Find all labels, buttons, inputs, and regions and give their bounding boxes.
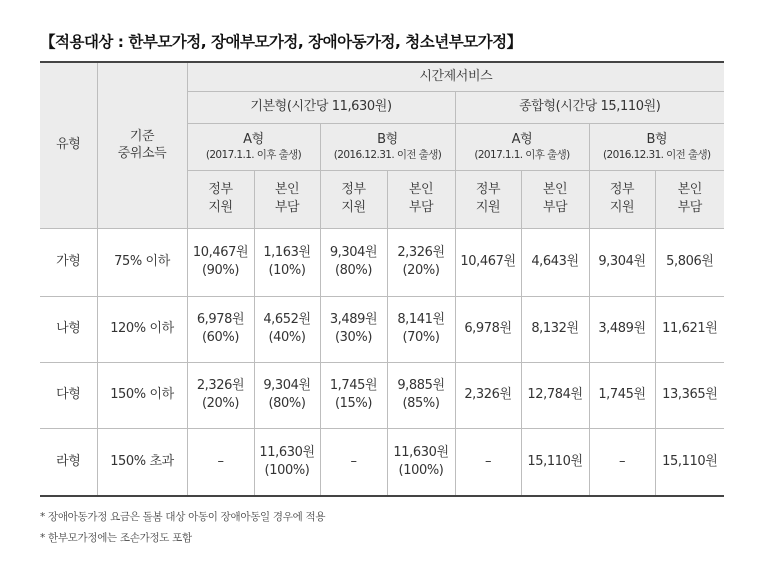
header-self-pay: 본인 부담 (655, 170, 724, 228)
fee-cell: 8,132원 (521, 296, 589, 362)
header-comprehensive: 종합형(시간당 15,110원) (455, 91, 724, 123)
fee-cell: 1,745원 (589, 362, 655, 428)
fee-cell: – (187, 428, 254, 496)
fee-cell: 3,489원 (589, 296, 655, 362)
fee-cell: 1,163원 (10%) (254, 228, 320, 296)
fee-cell: 11,630원 (100%) (387, 428, 455, 496)
header-basic-type-b: B형 (2016.12.31. 이전 출생) (320, 123, 455, 170)
fee-cell: 13,365원 (655, 362, 724, 428)
fee-cell: 11,621원 (655, 296, 724, 362)
row-type: 나형 (40, 296, 97, 362)
row-income: 120% 이하 (97, 296, 187, 362)
fee-cell: – (320, 428, 387, 496)
header-gov-support: 정부 지원 (187, 170, 254, 228)
row-income: 150% 초과 (97, 428, 187, 496)
header-comp-type-a: A형 (2017.1.1. 이후 출생) (455, 123, 589, 170)
fee-cell: 6,978원 (455, 296, 521, 362)
fee-cell: 2,326원 (20%) (187, 362, 254, 428)
page-title: 【적용대상 : 한부모가정, 장애부모가정, 장애아동가정, 청소년부모가정】 (40, 33, 522, 51)
fee-cell: 9,304원 (589, 228, 655, 296)
fee-cell: – (589, 428, 655, 496)
fee-table (40, 61, 724, 497)
fee-cell: 2,326원 (20%) (387, 228, 455, 296)
footnote: * 한부모가정에는 조손가정도 포함 (40, 532, 192, 544)
fee-cell: 2,326원 (455, 362, 521, 428)
fee-cell: 5,806원 (655, 228, 724, 296)
row-type: 라형 (40, 428, 97, 496)
header-type: 유형 (40, 62, 97, 228)
header-service: 시간제서비스 (187, 62, 724, 91)
header-basic: 기본형(시간당 11,630원) (187, 91, 455, 123)
header-gov-support: 정부 지원 (455, 170, 521, 228)
fee-cell: 3,489원 (30%) (320, 296, 387, 362)
fee-cell: 12,784원 (521, 362, 589, 428)
table-row (40, 296, 724, 362)
fee-cell: 10,467원 (455, 228, 521, 296)
header-comp-type-b: B형 (2016.12.31. 이전 출생) (589, 123, 724, 170)
row-type: 가형 (40, 228, 97, 296)
fee-cell: 9,885원 (85%) (387, 362, 455, 428)
fee-cell: 10,467원 (90%) (187, 228, 254, 296)
fee-cell: 4,643원 (521, 228, 589, 296)
header-self-pay: 본인 부담 (521, 170, 589, 228)
fee-cell: 9,304원 (80%) (320, 228, 387, 296)
fee-cell: 15,110원 (521, 428, 589, 496)
header-self-pay: 본인 부담 (387, 170, 455, 228)
fee-cell: 9,304원 (80%) (254, 362, 320, 428)
header-basic-type-a: A형 (2017.1.1. 이후 출생) (187, 123, 320, 170)
fee-cell: 4,652원 (40%) (254, 296, 320, 362)
row-type: 다형 (40, 362, 97, 428)
fee-cell: – (455, 428, 521, 496)
table-row (40, 228, 724, 296)
fee-cell: 11,630원 (100%) (254, 428, 320, 496)
fee-cell: 6,978원 (60%) (187, 296, 254, 362)
row-income: 150% 이하 (97, 362, 187, 428)
fee-cell: 15,110원 (655, 428, 724, 496)
row-income: 75% 이하 (97, 228, 187, 296)
table-row (40, 362, 724, 428)
footnote: * 장애아동가정 요금은 돌봄 대상 아동이 장애아동일 경우에 적용 (40, 511, 326, 523)
header-self-pay: 본인 부담 (254, 170, 320, 228)
fee-cell: 8,141원 (70%) (387, 296, 455, 362)
table-row (40, 428, 724, 496)
header-gov-support: 정부 지원 (320, 170, 387, 228)
header-gov-support: 정부 지원 (589, 170, 655, 228)
fee-cell: 1,745원 (15%) (320, 362, 387, 428)
header-income: 기준 중위소득 (97, 62, 187, 228)
footnotes (40, 507, 325, 549)
